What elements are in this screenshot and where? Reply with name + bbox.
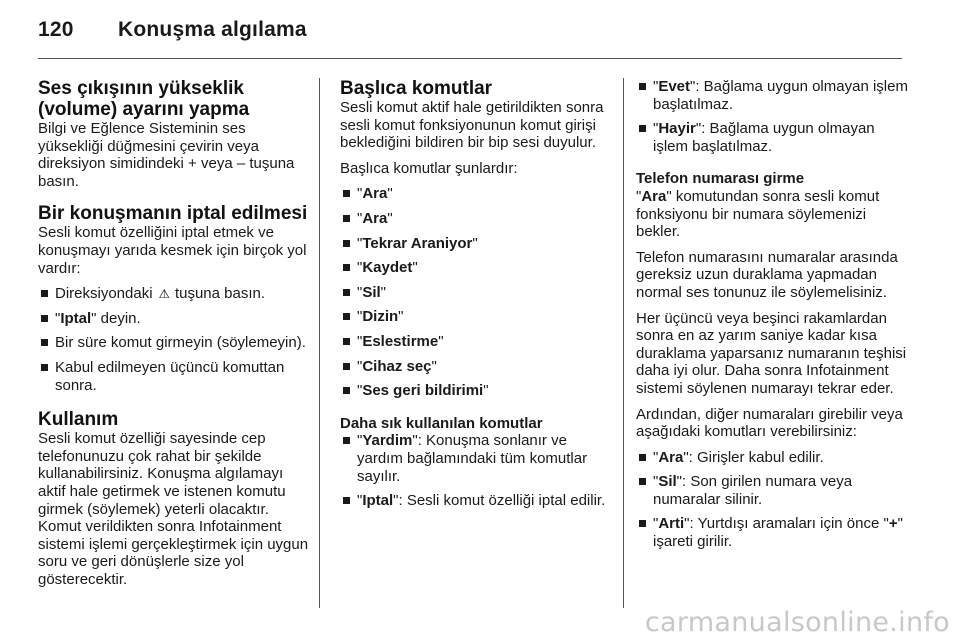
list-item: "Ara" (340, 185, 612, 203)
list-item: "Hayir": Bağlama uygun olmayan işlem başlatılmaz. (636, 120, 908, 155)
page-title: Konuşma algılama (118, 18, 307, 41)
list-item: "Sil" (340, 284, 612, 302)
phone-paragraph: "Ara" komutundan sonra sesli komut fonksiyonu bir numara söylemenizi bekler. (636, 187, 880, 241)
page-number: 120 (38, 18, 74, 41)
list-item: "Tekrar Araniyor" (340, 235, 612, 253)
phone-commands-list (636, 449, 908, 551)
usage-text: Sesli komut özelliği sayesinde cep telefonunuzu çok rahat bir şekilde kullanabilirsiniz. Konuşma algılamayı aktif hale getirmek ve istenen komutu girmek (söylemek) yeterli olacaktır. Komut verildikten sonra Infotainment sistemi işlemi gerçekleştirmek için uygun soru ve geri dönüşlerle size yol gösterecektir. (38, 430, 309, 588)
cancel-list (38, 285, 310, 394)
column-divider-2 (623, 78, 624, 608)
list-item: "Sil": Son girilen numara veya numaralar silinir. (636, 473, 908, 508)
phone-number-heading: Telefon numarası girme (636, 170, 805, 188)
list-item: Kabul edilmeyen üçüncü komuttan sonra. (38, 359, 310, 394)
list-item: "Ara": Girişler kabul edilir. (636, 449, 908, 467)
list-item: "Dizin" (340, 308, 612, 326)
main-commands-heading: Başlıca komutlar (340, 78, 493, 99)
list-item: "Kaydet" (340, 259, 612, 277)
frequent-commands-list (340, 432, 612, 509)
volume-text: Bilgi ve Eğlence Sisteminin ses yüksekliği düğmesini çevirin veya direksiyon simidindeki + veya – tuşuna basın. (38, 120, 295, 190)
page-header (38, 18, 307, 42)
cancel-heading: Bir konuşmanın iptal edilmesi (38, 203, 308, 225)
column-divider-1 (319, 78, 320, 608)
list-item: "Ses geri bildirimi" (340, 382, 612, 400)
column-1 (38, 78, 310, 588)
volume-heading: Ses çıkışının yükseklik (volume) ayarını yapma (38, 78, 250, 120)
phone-paragraph: Ardından, diğer numaraları girebilir veya aşağıdaki komutları verebilirsiniz: (636, 405, 903, 441)
list-item: "Cihaz seç" (340, 358, 612, 376)
confirm-list (636, 78, 908, 155)
list-item: "Arti": Yurtdışı aramaları için önce "+" işareti girilir. (636, 515, 908, 550)
column-3 (636, 78, 908, 558)
list-item: "Iptal" deyin. (38, 310, 310, 328)
list-item: "Ara" (340, 210, 612, 228)
list-item: "Yardim": Konuşma sonlanır ve yardım bağlamındaki tüm komutlar sayılır. (340, 432, 612, 485)
list-item: "Eslestirme" (340, 333, 612, 351)
list-item: Bir süre komut girmeyin (söylemeyin). (38, 334, 310, 352)
header-divider (38, 58, 902, 59)
main-commands-list (340, 185, 612, 399)
watermark: carmanualsonline.info (644, 607, 950, 638)
main-commands-text: Sesli komut aktif hale getirildikten sonra sesli komut fonksiyonunun komut girişi beklediğini bildiren bir bip sesi duyulur. (340, 99, 604, 152)
list-item: "Iptal": Sesli komut özelliği iptal edilir. (340, 492, 612, 510)
column-2 (340, 78, 612, 517)
main-commands-intro: Başlıca komutlar şunlardır: (340, 159, 518, 177)
usage-heading: Kullanım (38, 409, 119, 431)
phone-paragraph: Her üçüncü veya beşinci rakamlardan sonra en az yarım saniye kadar kısa duraklama yaparsanız numaranın teşhisi daha iyi olur. Daha sonra Infotainment sistemi söylenen numarayı tekrar eder. (636, 309, 907, 397)
frequent-commands-heading: Daha sık kullanılan komutlar (340, 414, 543, 432)
list-item: "Evet": Bağlama uygun olmayan işlem başlatılmaz. (636, 78, 908, 113)
cancel-text: Sesli komut özelliğini iptal etmek ve konuşmayı yarıda kesmek için birçok yol vardır: (38, 224, 307, 277)
mute-call-icon: ⩤ (156, 288, 172, 300)
phone-paragraph: Telefon numarasını numaralar arasında gereksiz uzun duraklama yapmadan normal ses tonunuz ile söylemelisiniz. (636, 248, 898, 301)
list-item: Direksiyondaki ⩤ tuşuna basın. (38, 285, 310, 303)
